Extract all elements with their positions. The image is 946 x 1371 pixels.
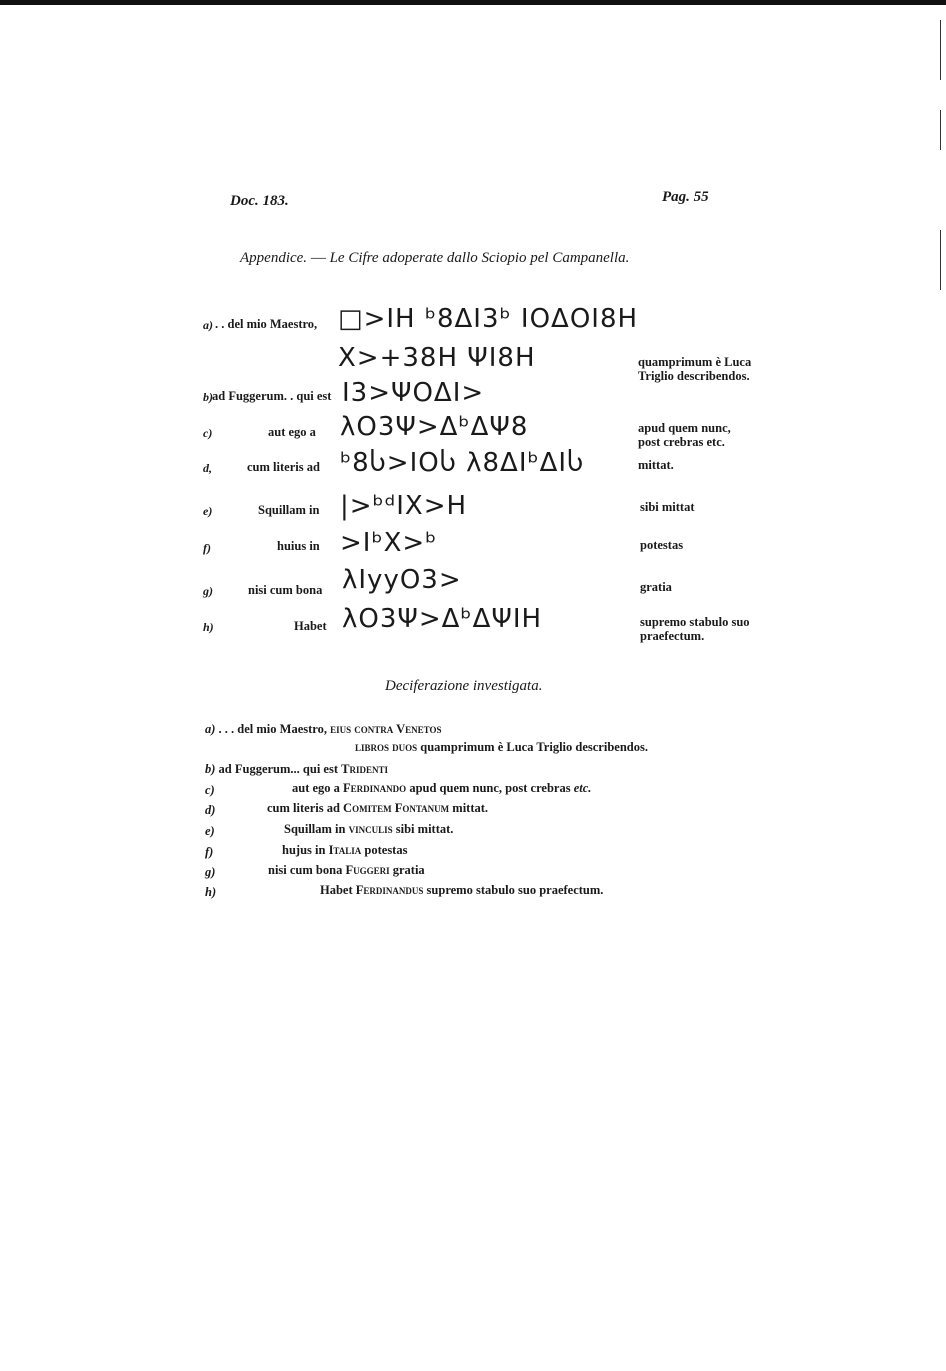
decipher-label-c: c) <box>205 783 215 797</box>
row-right-text: gratia <box>640 580 672 594</box>
cipher-glyphs: X>+38H ΨΙ8Η <box>338 343 536 373</box>
row-label: f) <box>203 541 211 555</box>
decipher-line-d: cum literis ad Comitem Fontanum mittat. <box>267 801 489 815</box>
decipher-line-e: Squillam in vinculis sibi mittat. <box>284 822 454 836</box>
row-left-text: . . del mio Maestro, <box>215 317 318 331</box>
row-left-text: aut ego a <box>268 425 316 439</box>
section-subtitle: Deciferazione investigata. <box>385 678 543 694</box>
row-left-text: Squillam in <box>258 503 320 517</box>
decipher-line-f: hujus in Italia potestas <box>282 843 408 857</box>
row-left-text: nisi cum bona <box>248 583 323 597</box>
cipher-glyphs: □>IH ᵇ8ΔΙ3ᵇ ΙΟΔΟΙ8Η <box>338 304 639 334</box>
top-scan-border <box>0 0 946 5</box>
row-right-text: supremo stabulo suo praefectum. <box>640 615 750 643</box>
title-part2: Le Cifre adoperate dallo Sciopio pel Campanella. <box>329 250 630 266</box>
decipher-line-g: nisi cum bona Fuggeri gratia <box>268 863 425 877</box>
row-left-text: Habet <box>294 619 327 633</box>
row-right-text: potestas <box>640 538 684 552</box>
row-label: h) <box>203 620 214 634</box>
row-label: d, <box>203 461 212 475</box>
cipher-glyphs: >ΙᵇX>ᵇ <box>340 528 438 558</box>
page-title <box>240 250 629 267</box>
row-label: e) <box>203 504 213 518</box>
cipher-glyphs: Ι3>ΨΟΔΙ> <box>342 378 485 408</box>
row-label: g) <box>203 584 213 598</box>
right-scan-marks <box>940 0 942 300</box>
decipher-label-h: h) <box>205 885 217 899</box>
row-left-text: huius in <box>277 539 320 553</box>
cipher-glyphs: λΟ3Ψ>ΔᵇΔΨ8 <box>340 412 529 442</box>
row-left-text: ad Fuggerum. . qui est <box>212 389 332 403</box>
row-left-text: cum literis ad <box>247 460 320 474</box>
decipher-label-f: f) <box>205 845 214 859</box>
decipher-label-e: e) <box>205 824 215 838</box>
title-part1: Appendice. <box>240 250 308 266</box>
decipher-label-g: g) <box>205 865 216 879</box>
cipher-glyphs: |>ᵇᵈIX>H <box>340 491 468 521</box>
decipher-line-a2: libros duos quamprimum è Luca Triglio describendos. <box>355 740 648 754</box>
cipher-glyphs: ᵇ8Ⴑ>ΙΟႱ λ8ΔΙᵇΔΙႱ <box>340 448 585 478</box>
decipher-label-d: d) <box>205 803 216 817</box>
row-label: b) <box>203 390 213 404</box>
row-right-text: sibi mittat <box>640 500 695 514</box>
doc-number: Doc. 183. <box>230 193 289 209</box>
decipher-line-h: Habet Ferdinandus supremo stabulo suo praefectum. <box>320 883 604 897</box>
title-dash: — <box>310 250 326 266</box>
row-label: c) <box>203 426 213 440</box>
cipher-glyphs: λΟ3Ψ>ΔᵇΔΨIH <box>342 604 543 634</box>
decipher-line-c: aut ego a Ferdinando apud quem nunc, post crebras etc. <box>292 781 592 795</box>
row-label: a) <box>203 318 213 332</box>
decipher-line-a: a) . . . del mio Maestro, eius contra Venetos <box>205 722 442 736</box>
row-right-text: mittat. <box>638 458 674 472</box>
decipher-line-b: b) ad Fuggerum... qui est Tridenti <box>205 762 388 776</box>
row-right-text: apud quem nunc, post crebras etc. <box>638 421 731 449</box>
page-number: Pag. 55 <box>662 189 709 205</box>
row-right-text: quamprimum è Luca Triglio describendos. <box>638 355 752 383</box>
cipher-glyphs: λIyyΟ3> <box>342 565 462 595</box>
